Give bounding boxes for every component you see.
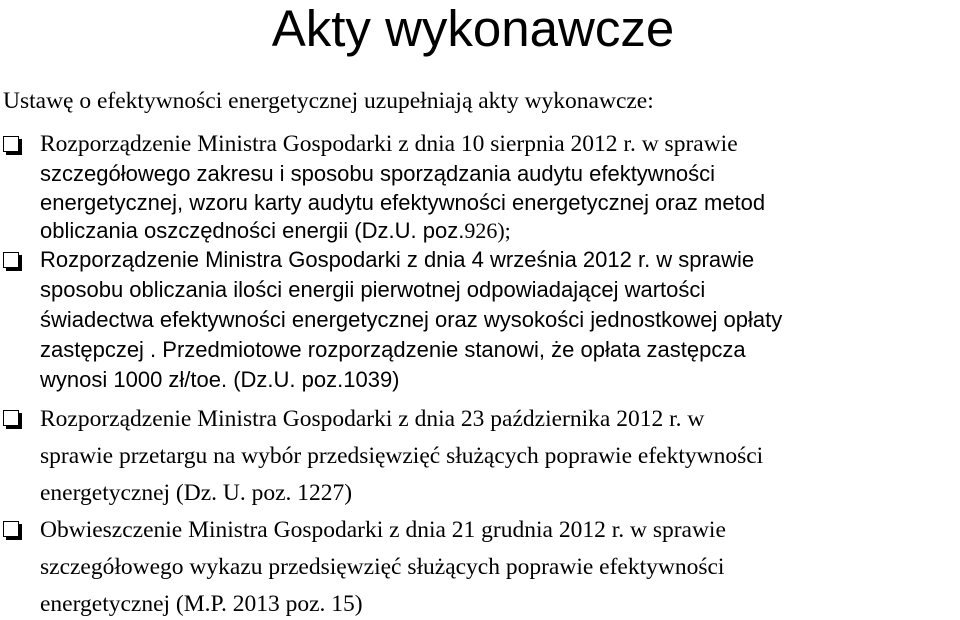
list-item-text: [40, 128, 765, 246]
list-item-line: energetycznej (Dz. U. poz. 1227): [40, 480, 353, 506]
list-item-text: [40, 512, 726, 620]
list-item-line: [40, 217, 765, 246]
list-item-line: Rozporządzenie Ministra Gospodarki z dnia 10 sierpnia 2012 r. w sprawie: [40, 131, 738, 157]
checkbox-bullet-icon: [3, 136, 19, 152]
list-item-line: Rozporządzenie Ministra Gospodarki z dnia 4 września 2012 r. w sprawie: [40, 247, 755, 272]
list-item-text: [40, 401, 763, 512]
list-item-line: sposobu obliczania ilości energii pierwotnej odpowiadającej wartości: [40, 277, 706, 302]
list-item-line: szczegółowego wykazu przedsięwzięć służących poprawie efektywności: [40, 554, 725, 580]
list-item-line: energetycznej (M.P. 2013 poz. 15): [40, 591, 363, 617]
list-item-line: energetycznej, wzoru karty audytu efektywności energetycznej oraz metod: [40, 189, 766, 215]
checkbox-bullet-icon: [3, 410, 19, 426]
list-item-line: świadectwa efektywności energetycznej oraz wysokości jednostkowej opłaty: [40, 307, 783, 332]
list-item-line-part: 926);: [464, 218, 511, 243]
list-item-line: Rozporządzenie Ministra Gospodarki z dnia 23 października 2012 r. w: [40, 406, 705, 432]
intro-text: Ustawę o efektywności energetycznej uzupełniają akty wykonawcze:: [3, 88, 654, 114]
list-item-line: szczegółowego zakresu i sposobu sporządzania audytu efektywności: [40, 161, 716, 186]
checkbox-bullet-icon: [3, 521, 19, 537]
list-item-line-part: obliczania oszczędności energii (Dz.U. poz.: [40, 218, 465, 243]
list-item-line: wynosi 1000 zł/toe. (Dz.U. poz.1039): [40, 367, 400, 392]
list-item-line: zastępczej . Przedmiotowe rozporządzenie stanowi, że opłata zastępcza: [40, 337, 746, 362]
list-item-line: Obwieszczenie Ministra Gospodarki z dnia 21 grudnia 2012 r. w sprawie: [40, 517, 726, 543]
checkbox-bullet-icon: [3, 252, 19, 268]
list-item-text: [40, 245, 782, 395]
list-item-line: sprawie przetargu na wybór przedsięwzięć służących poprawie efektywności: [40, 443, 764, 469]
slide-title: Akty wykonawcze: [271, 0, 675, 57]
